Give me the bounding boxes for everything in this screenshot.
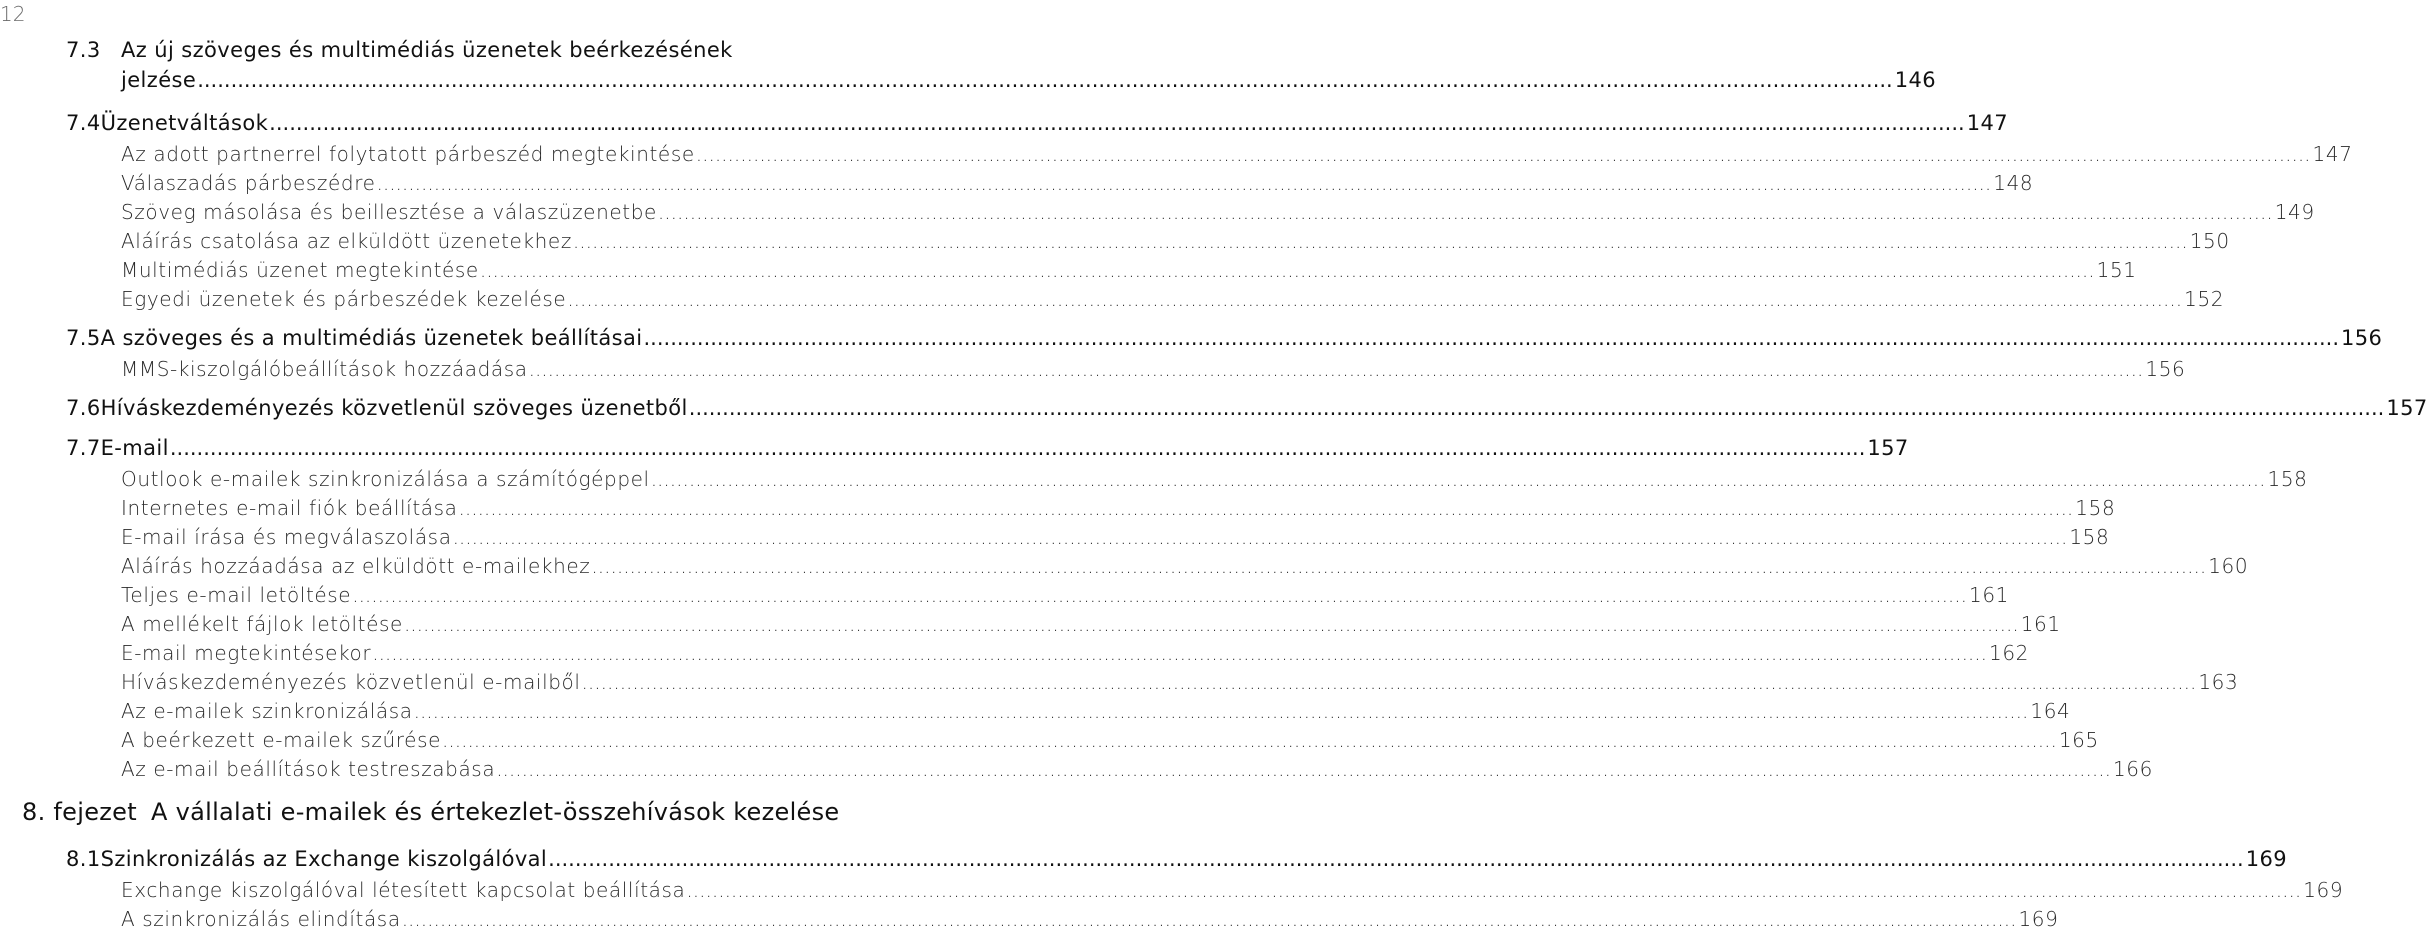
toc-subsection[interactable] xyxy=(121,878,2344,902)
toc-section-7-3[interactable] xyxy=(121,68,1937,92)
dot-leader xyxy=(591,554,2206,578)
subsection-title: Az e-mail beállítások testreszabása xyxy=(121,757,496,781)
page-ref: 162 xyxy=(1989,641,2029,665)
subsection-title: E-mail írása és megválaszolása xyxy=(121,525,452,549)
dot-leader xyxy=(442,728,2057,752)
page-ref: 161 xyxy=(1969,583,2009,607)
subsection-title: Outlook e-mailek szinkronizálása a számítógéppel xyxy=(121,467,650,491)
subsection-title: A szinkronizálás elindítása xyxy=(121,907,401,931)
page-ref: 146 xyxy=(1894,68,1937,92)
subsection-title: Az adott partnerrel folytatott párbeszéd megtekintése xyxy=(121,142,695,166)
toc-subsection[interactable] xyxy=(121,670,2239,694)
subsection-title: Híváskezdeményezés közvetlenül e-mailből xyxy=(121,670,581,694)
toc-section-7-5[interactable] xyxy=(66,326,2383,350)
section-title: A szöveges és a multimédiás üzenetek beállításai xyxy=(100,326,643,350)
chapter-label: 8. fejezet xyxy=(22,798,137,826)
section-title: Szinkronizálás az Exchange kiszolgálóval xyxy=(100,847,548,871)
section-number: 7.5 xyxy=(66,326,101,350)
dot-leader xyxy=(696,142,2311,166)
subsection-title: Multimédiás üzenet megtekintése xyxy=(121,258,479,282)
section-number: 8.1 xyxy=(66,847,101,871)
toc-subsection[interactable] xyxy=(121,728,2099,752)
page-ref: 157 xyxy=(1867,436,1909,460)
dot-leader xyxy=(496,757,2111,781)
toc-subsection[interactable] xyxy=(121,612,2061,636)
dot-leader xyxy=(197,68,1893,92)
page-ref: 158 xyxy=(2267,467,2308,491)
subsection-title: Exchange kiszolgálóval létesített kapcsolat beállítása xyxy=(121,878,686,902)
dot-leader xyxy=(644,326,2340,350)
subsection-title: Teljes e-mail letöltése xyxy=(121,583,352,607)
section-title: Híváskezdeményezés közvetlenül szöveges üzenetből xyxy=(100,396,688,420)
toc-subsection[interactable] xyxy=(121,554,2249,578)
toc-subsection[interactable] xyxy=(121,171,2034,195)
page-ref: 156 xyxy=(2145,357,2186,381)
subsection-title: MMS-kiszolgálóbeállítások hozzáadása xyxy=(121,357,528,381)
subsection-title: Válaszadás párbeszédre xyxy=(121,171,376,195)
page-ref: 158 xyxy=(2075,496,2116,520)
section-number: 7.6 xyxy=(66,396,101,420)
dot-leader xyxy=(689,396,2385,420)
section-title: jelzése xyxy=(121,68,197,92)
subsection-title: Internetes e-mail fiók beállítása xyxy=(121,496,458,520)
page-ref: 161 xyxy=(2020,612,2061,636)
page-ref: 148 xyxy=(1993,171,2034,195)
toc-section-7-3-line1 xyxy=(66,38,733,62)
dot-leader xyxy=(459,496,2074,520)
page-ref: 165 xyxy=(2058,728,2099,752)
toc-subsection[interactable] xyxy=(121,641,2029,665)
toc-subsection[interactable] xyxy=(121,496,2116,520)
chapter-title: A vállalati e-mailek és értekezlet-összehívások kezelése xyxy=(150,798,840,826)
page-ref: 147 xyxy=(2312,142,2353,166)
page-ref: 149 xyxy=(2274,200,2315,224)
dot-leader xyxy=(404,612,2019,636)
page-number: 12 xyxy=(0,2,26,26)
toc-subsection[interactable] xyxy=(121,200,2315,224)
page-ref: 152 xyxy=(2184,287,2225,311)
section-title-line1: Az új szöveges és multimédiás üzenetek beérkezésének xyxy=(121,38,733,62)
subsection-title: A mellékelt fájlok letöltése xyxy=(121,612,403,636)
page-ref: 157 xyxy=(2386,396,2428,420)
dot-leader xyxy=(582,670,2197,694)
subsection-title: Az e-mailek szinkronizálása xyxy=(121,699,413,723)
section-title: Üzenetváltások xyxy=(100,111,269,135)
section-title: E-mail xyxy=(100,436,169,460)
subsection-title: Aláírás hozzáadása az elküldött e-mailekhez xyxy=(121,554,591,578)
toc-subsection[interactable] xyxy=(121,229,2230,253)
page-ref: 150 xyxy=(2189,229,2230,253)
dot-leader xyxy=(548,847,2244,871)
page-ref: 166 xyxy=(2112,757,2153,781)
dot-leader xyxy=(686,878,2301,902)
subsection-title: Szöveg másolása és beillesztése a válaszüzenetbe xyxy=(121,200,657,224)
page-ref: 164 xyxy=(2030,699,2071,723)
dot-leader xyxy=(529,357,2144,381)
toc-subsection[interactable] xyxy=(121,583,2009,607)
dot-leader xyxy=(352,583,1967,607)
toc-subsection[interactable] xyxy=(121,907,2059,931)
dot-leader xyxy=(170,436,1866,460)
toc-section-8-1[interactable] xyxy=(66,847,2287,871)
page-ref: 169 xyxy=(2245,847,2287,871)
section-number: 7.4 xyxy=(66,111,101,135)
section-number: 7.7 xyxy=(66,436,101,460)
dot-leader xyxy=(658,200,2273,224)
subsection-title: A beérkezett e-mailek szűrése xyxy=(121,728,442,752)
dot-leader xyxy=(414,699,2029,723)
toc-section-7-4[interactable] xyxy=(66,111,2008,135)
page-ref: 147 xyxy=(1966,111,2008,135)
toc-subsection[interactable] xyxy=(121,258,2137,282)
dot-leader xyxy=(480,258,2095,282)
toc-subsection[interactable] xyxy=(121,287,2225,311)
dot-leader xyxy=(372,641,1987,665)
page-ref: 169 xyxy=(2018,907,2059,931)
section-number: 7.3 xyxy=(66,38,101,62)
toc-subsection[interactable] xyxy=(121,525,2110,549)
dot-leader xyxy=(402,907,2017,931)
page-ref: 163 xyxy=(2198,670,2239,694)
dot-leader xyxy=(651,467,2266,491)
toc-subsection[interactable] xyxy=(121,142,2353,166)
page-ref: 158 xyxy=(2069,525,2110,549)
toc-subsection[interactable] xyxy=(121,699,2071,723)
toc-subsection[interactable] xyxy=(121,757,2153,781)
toc-section-7-7[interactable] xyxy=(66,436,1909,460)
dot-leader xyxy=(453,525,2068,549)
subsection-title: Aláírás csatolása az elküldött üzenetekhez xyxy=(121,229,572,253)
dot-leader xyxy=(269,111,1965,135)
toc-section-7-6[interactable] xyxy=(66,396,2428,420)
subsection-title: E-mail megtekintésekor xyxy=(121,641,372,665)
page-ref: 160 xyxy=(2208,554,2249,578)
subsection-title: Egyedi üzenetek és párbeszédek kezelése xyxy=(121,287,567,311)
toc-subsection[interactable] xyxy=(121,357,2186,381)
page-ref: 151 xyxy=(2096,258,2137,282)
dot-leader xyxy=(573,229,2188,253)
toc-subsection[interactable] xyxy=(121,467,2308,491)
page-ref: 156 xyxy=(2341,326,2383,350)
dot-leader xyxy=(376,171,1991,195)
page-ref: 169 xyxy=(2303,878,2344,902)
chapter-heading[interactable] xyxy=(22,798,839,826)
dot-leader xyxy=(567,287,2182,311)
